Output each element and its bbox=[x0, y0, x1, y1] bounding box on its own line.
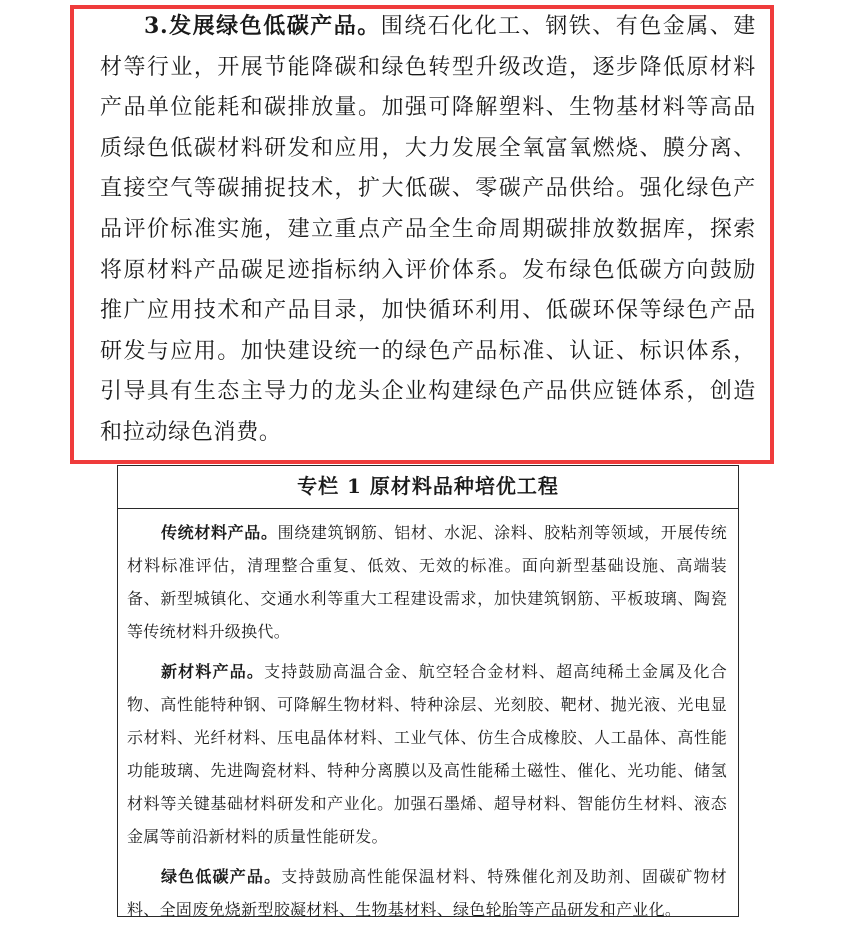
section-paragraph bbox=[100, 6, 756, 454]
box-item-traditional bbox=[127, 516, 727, 648]
box-item-text: 支持鼓励高性能保温材料、特殊催化剂及助剂、固碳矿物材料、全固废免烧新型胶凝材料、生物基材料、绿色轮胎等产品研发和产业化。 bbox=[127, 867, 727, 919]
box-item-text: 支持鼓励高温合金、航空轻合金材料、超高纯稀土金属及化合物、高性能特种钢、可降解生物材料、特种涂层、光刻胶、靶材、抛光液、光电显示材料、光纤材料、压电晶体材料、工业气体、仿生合成橡胶、人工晶体、高性能功能玻璃、先进陶瓷材料、特种分离膜以及高性能稀土磁性、催化、光功能、储氢材料等关键基础材料研发和产业化。加强石墨烯、超导材料、智能仿生材料、液态金属等前沿新材料的质量性能研发。 bbox=[127, 662, 727, 846]
feature-box-body bbox=[127, 516, 727, 933]
box-item-text: 围绕建筑钢筋、铝材、水泥、涂料、胶粘剂等领域，开展传统材料标准评估，清理整合重复、低效、无效的标准。面向新型基础设施、高端装备、新型城镇化、交通水利等重大工程建设需求，加快建筑钢筋、平板玻璃、陶瓷等传统材料升级换代。 bbox=[127, 523, 727, 641]
feature-box bbox=[117, 465, 739, 917]
box-item-green-low-carbon bbox=[127, 860, 727, 926]
box-item-term: 绿色低碳产品。 bbox=[161, 867, 282, 886]
section-body: 围绕石化化工、钢铁、有色金属、建材等行业，开展节能降碳和绿色转型升级改造，逐步降低原材料产品单位能耗和碳排放量。加强可降解塑料、生物基材料等高品质绿色低碳材料研发和应用，大力发展全氧富氧燃烧、膜分离、直接空气等碳捕捉技术，扩大低碳、零碳产品供给。强化绿色产品评价标准实施，建立重点产品全生命周期碳排放数据库，探索将原材料产品碳足迹指标纳入评价体系。发布绿色低碳方向鼓励推广应用技术和产品目录，加快循环利用、低碳环保等绿色产品研发与应用。加快建设统一的绿色产品标准、认证、标识体系，引导具有生态主导力的龙头企业构建绿色产品供应链体系，创造和拉动绿色消费。 bbox=[100, 14, 756, 445]
feature-box-title: 专栏 1 原材料品种培优工程 bbox=[118, 466, 738, 509]
box-item-new-materials bbox=[127, 655, 727, 853]
box-item-term: 新材料产品。 bbox=[161, 662, 265, 681]
box-item-term: 传统材料产品。 bbox=[161, 523, 278, 542]
section-heading: 3.发展绿色低碳产品。 bbox=[144, 13, 381, 39]
